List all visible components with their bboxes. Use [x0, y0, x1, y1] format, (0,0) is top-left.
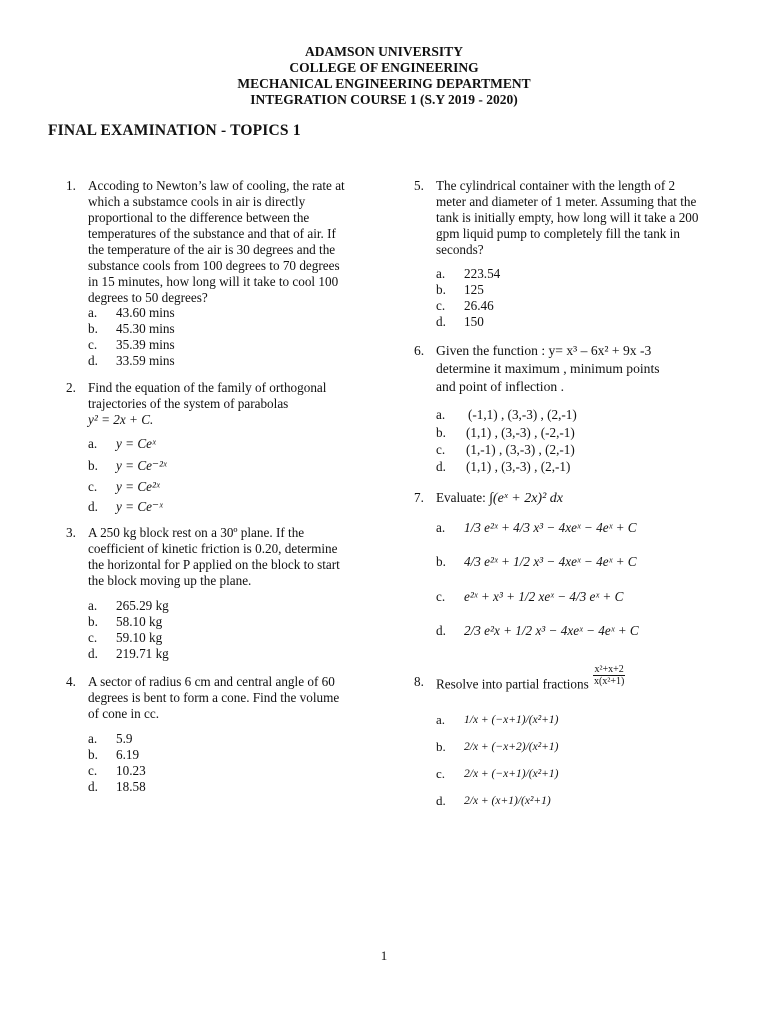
option-value: 265.29 kg [116, 598, 169, 613]
option-value: 26.46 [464, 298, 494, 313]
question-line: A 250 kg block rest on a 30º plane. If the [88, 525, 305, 540]
option-letter: b. [88, 747, 98, 762]
question-line: trajectories of the system of parabolas [88, 396, 289, 411]
header-course: INTEGRATION COURSE 1 (S.Y 2019 - 2020) [250, 92, 518, 107]
question-number: 5. [414, 178, 424, 193]
option-value: 43.60 mins [116, 305, 175, 320]
option-letter: b. [436, 739, 446, 754]
option-value: 35.39 mins [116, 337, 175, 352]
fraction-numerator: x²+x+2 [594, 664, 624, 675]
option-value: 45.30 mins [116, 321, 175, 336]
option-letter: c. [88, 337, 98, 352]
option-value: y = Ceˣ [116, 436, 156, 451]
option-letter: c. [436, 298, 446, 313]
question-line: coefficient of kinetic friction is 0.20, determine [88, 541, 338, 556]
option-letter: b. [436, 554, 446, 569]
option-letter: a. [88, 436, 98, 451]
option-value: y = Ce²ˣ [116, 479, 160, 494]
option-letter: d. [88, 646, 98, 661]
question-line: seconds? [436, 242, 484, 257]
question-text [436, 342, 726, 396]
option-value: 59.10 kg [116, 630, 163, 645]
option-value: (1,1) , (3,-3) , (2,-1) [466, 459, 571, 474]
question-line: the horizontal for P applied on the block to start [88, 557, 340, 572]
option-letter: b. [88, 614, 98, 629]
option-letter: c. [88, 630, 98, 645]
question-line: degrees is bent to form a cone. Find the volume [88, 690, 340, 705]
question-text [436, 490, 726, 507]
question-line: Given the function : y= x³ – 6x² + 9x -3 [436, 343, 652, 358]
question-prefix: Resolve into partial fractions [436, 676, 589, 692]
option-letter: b. [88, 321, 98, 336]
question-line: proportional to the difference between the [88, 210, 310, 225]
header-department: MECHANICAL ENGINEERING DEPARTMENT [237, 76, 531, 91]
question-text [436, 178, 722, 258]
option-value: e²ˣ + x³ + 1/2 xeˣ − 4/3 eˣ + C [464, 589, 624, 604]
option-letter: c. [436, 589, 446, 604]
question-line: the block moving up the plane. [88, 573, 252, 588]
option-value: 1/x + (−x+1)/(x²+1) [464, 714, 559, 726]
option-value: 6.19 [116, 747, 140, 762]
question-text [88, 674, 386, 722]
question-line: the temperature of the air is 30 degrees and the [88, 242, 336, 257]
question-line: which a substamce cools in air is directly [88, 194, 306, 209]
question-line: gpm liquid pump to completely fill the tank in [436, 226, 680, 241]
question-number: 7. [414, 490, 424, 505]
option-letter: c. [436, 766, 446, 781]
option-letter: a. [88, 731, 98, 746]
question-line: Accoding to Newton’s law of cooling, the rate at [88, 178, 345, 193]
question-line: degrees to 50 degrees? [88, 290, 208, 305]
question-line: meter and diameter of 1 meter. Assuming that the [436, 194, 697, 209]
option-letter: d. [436, 314, 446, 329]
option-letter: a. [436, 520, 446, 535]
option-letter: c. [436, 442, 446, 457]
option-value: 1/3 e²ˣ + 4/3 x³ − 4xeˣ − 4eˣ + C [464, 520, 637, 535]
option-value: (1,1) , (3,-3) , (-2,-1) [466, 425, 575, 440]
option-letter: a. [436, 712, 446, 727]
question-text [436, 664, 736, 697]
question-line: The cylindrical container with the length of 2 [436, 178, 676, 193]
question-number: 4. [66, 674, 76, 689]
option-letter: d. [436, 623, 446, 638]
option-letter: b. [436, 425, 446, 440]
question-number: 1. [66, 178, 76, 193]
question-text [88, 380, 386, 428]
option-value: 2/x + (−x+2)/(x²+1) [464, 741, 559, 753]
question-line: and point of inflection . [436, 379, 564, 394]
option-value: 10.23 [116, 763, 146, 778]
question-number: 2. [66, 380, 76, 395]
option-value: 5.9 [116, 731, 133, 746]
header-college: COLLEGE OF ENGINEERING [289, 60, 479, 75]
option-value: 219.71 kg [116, 646, 169, 661]
option-letter: d. [88, 353, 98, 368]
option-letter: d. [88, 779, 98, 794]
option-letter: d. [436, 459, 446, 474]
option-value: 150 [464, 314, 484, 329]
option-value: 125 [464, 282, 484, 297]
option-letter: d. [436, 793, 446, 808]
option-value: 18.58 [116, 779, 146, 794]
page-number: 1 [380, 948, 388, 963]
option-value: 58.10 kg [116, 614, 163, 629]
option-value: y = Ce⁻²ˣ [116, 458, 167, 473]
option-letter: d. [88, 499, 98, 514]
question-number: 6. [414, 343, 425, 358]
option-letter: a. [88, 305, 98, 320]
option-letter: a. [88, 598, 98, 613]
option-letter: b. [436, 282, 446, 297]
question-line: Find the equation of the family of orthogonal [88, 380, 327, 395]
fraction-denominator: x(x²+1) [594, 676, 625, 687]
integral-expression: ∫(eˣ + 2x)² dx [489, 491, 563, 506]
header-university: ADAMSON UNIVERSITY [305, 44, 463, 59]
question-line: of cone in cc. [88, 706, 160, 721]
question-prefix: Evaluate: [436, 490, 486, 505]
question-text [88, 525, 386, 589]
option-letter: a. [436, 266, 446, 281]
question-number: 3. [66, 525, 76, 540]
question-line: A sector of radius 6 cm and central angle of 60 [88, 674, 335, 689]
option-value: (1,-1) , (3,-3) , (2,-1) [466, 442, 575, 457]
option-value: y = Ce⁻ˣ [116, 499, 163, 514]
option-value: 2/x + (−x+1)/(x²+1) [464, 768, 559, 780]
option-value: 2/3 e²x + 1/2 x³ − 4xeˣ − 4eˣ + C [464, 623, 639, 638]
question-formula: y² = 2x + C. [88, 412, 154, 427]
question-line: tank is initially empty, how long will it take a 200 [436, 210, 699, 225]
question-line: temperatures of the substance and that of air. If [88, 226, 336, 241]
option-value: 2/x + (x+1)/(x²+1) [464, 795, 551, 807]
question-line: determine it maximum , minimum points [436, 361, 660, 376]
option-letter: a. [436, 407, 446, 422]
option-value: 223.54 [464, 266, 501, 281]
question-number: 8. [414, 674, 424, 689]
option-letter: c. [88, 479, 98, 494]
option-value: 33.59 mins [116, 353, 175, 368]
question-text [88, 178, 386, 306]
question-line: substance cools from 100 degrees to 70 degrees [88, 258, 340, 273]
option-value: 4/3 e²ˣ + 1/2 x³ − 4xeˣ − 4eˣ + C [464, 554, 637, 569]
option-value: (-1,1) , (3,-3) , (2,-1) [468, 407, 577, 422]
question-line: in 15 minutes, how long will it take to cool 100 [88, 274, 339, 289]
exam-title: FINAL EXAMINATION - TOPICS 1 [48, 122, 301, 139]
fraction-expression [593, 664, 625, 687]
option-letter: b. [88, 458, 98, 473]
option-letter: c. [88, 763, 98, 778]
